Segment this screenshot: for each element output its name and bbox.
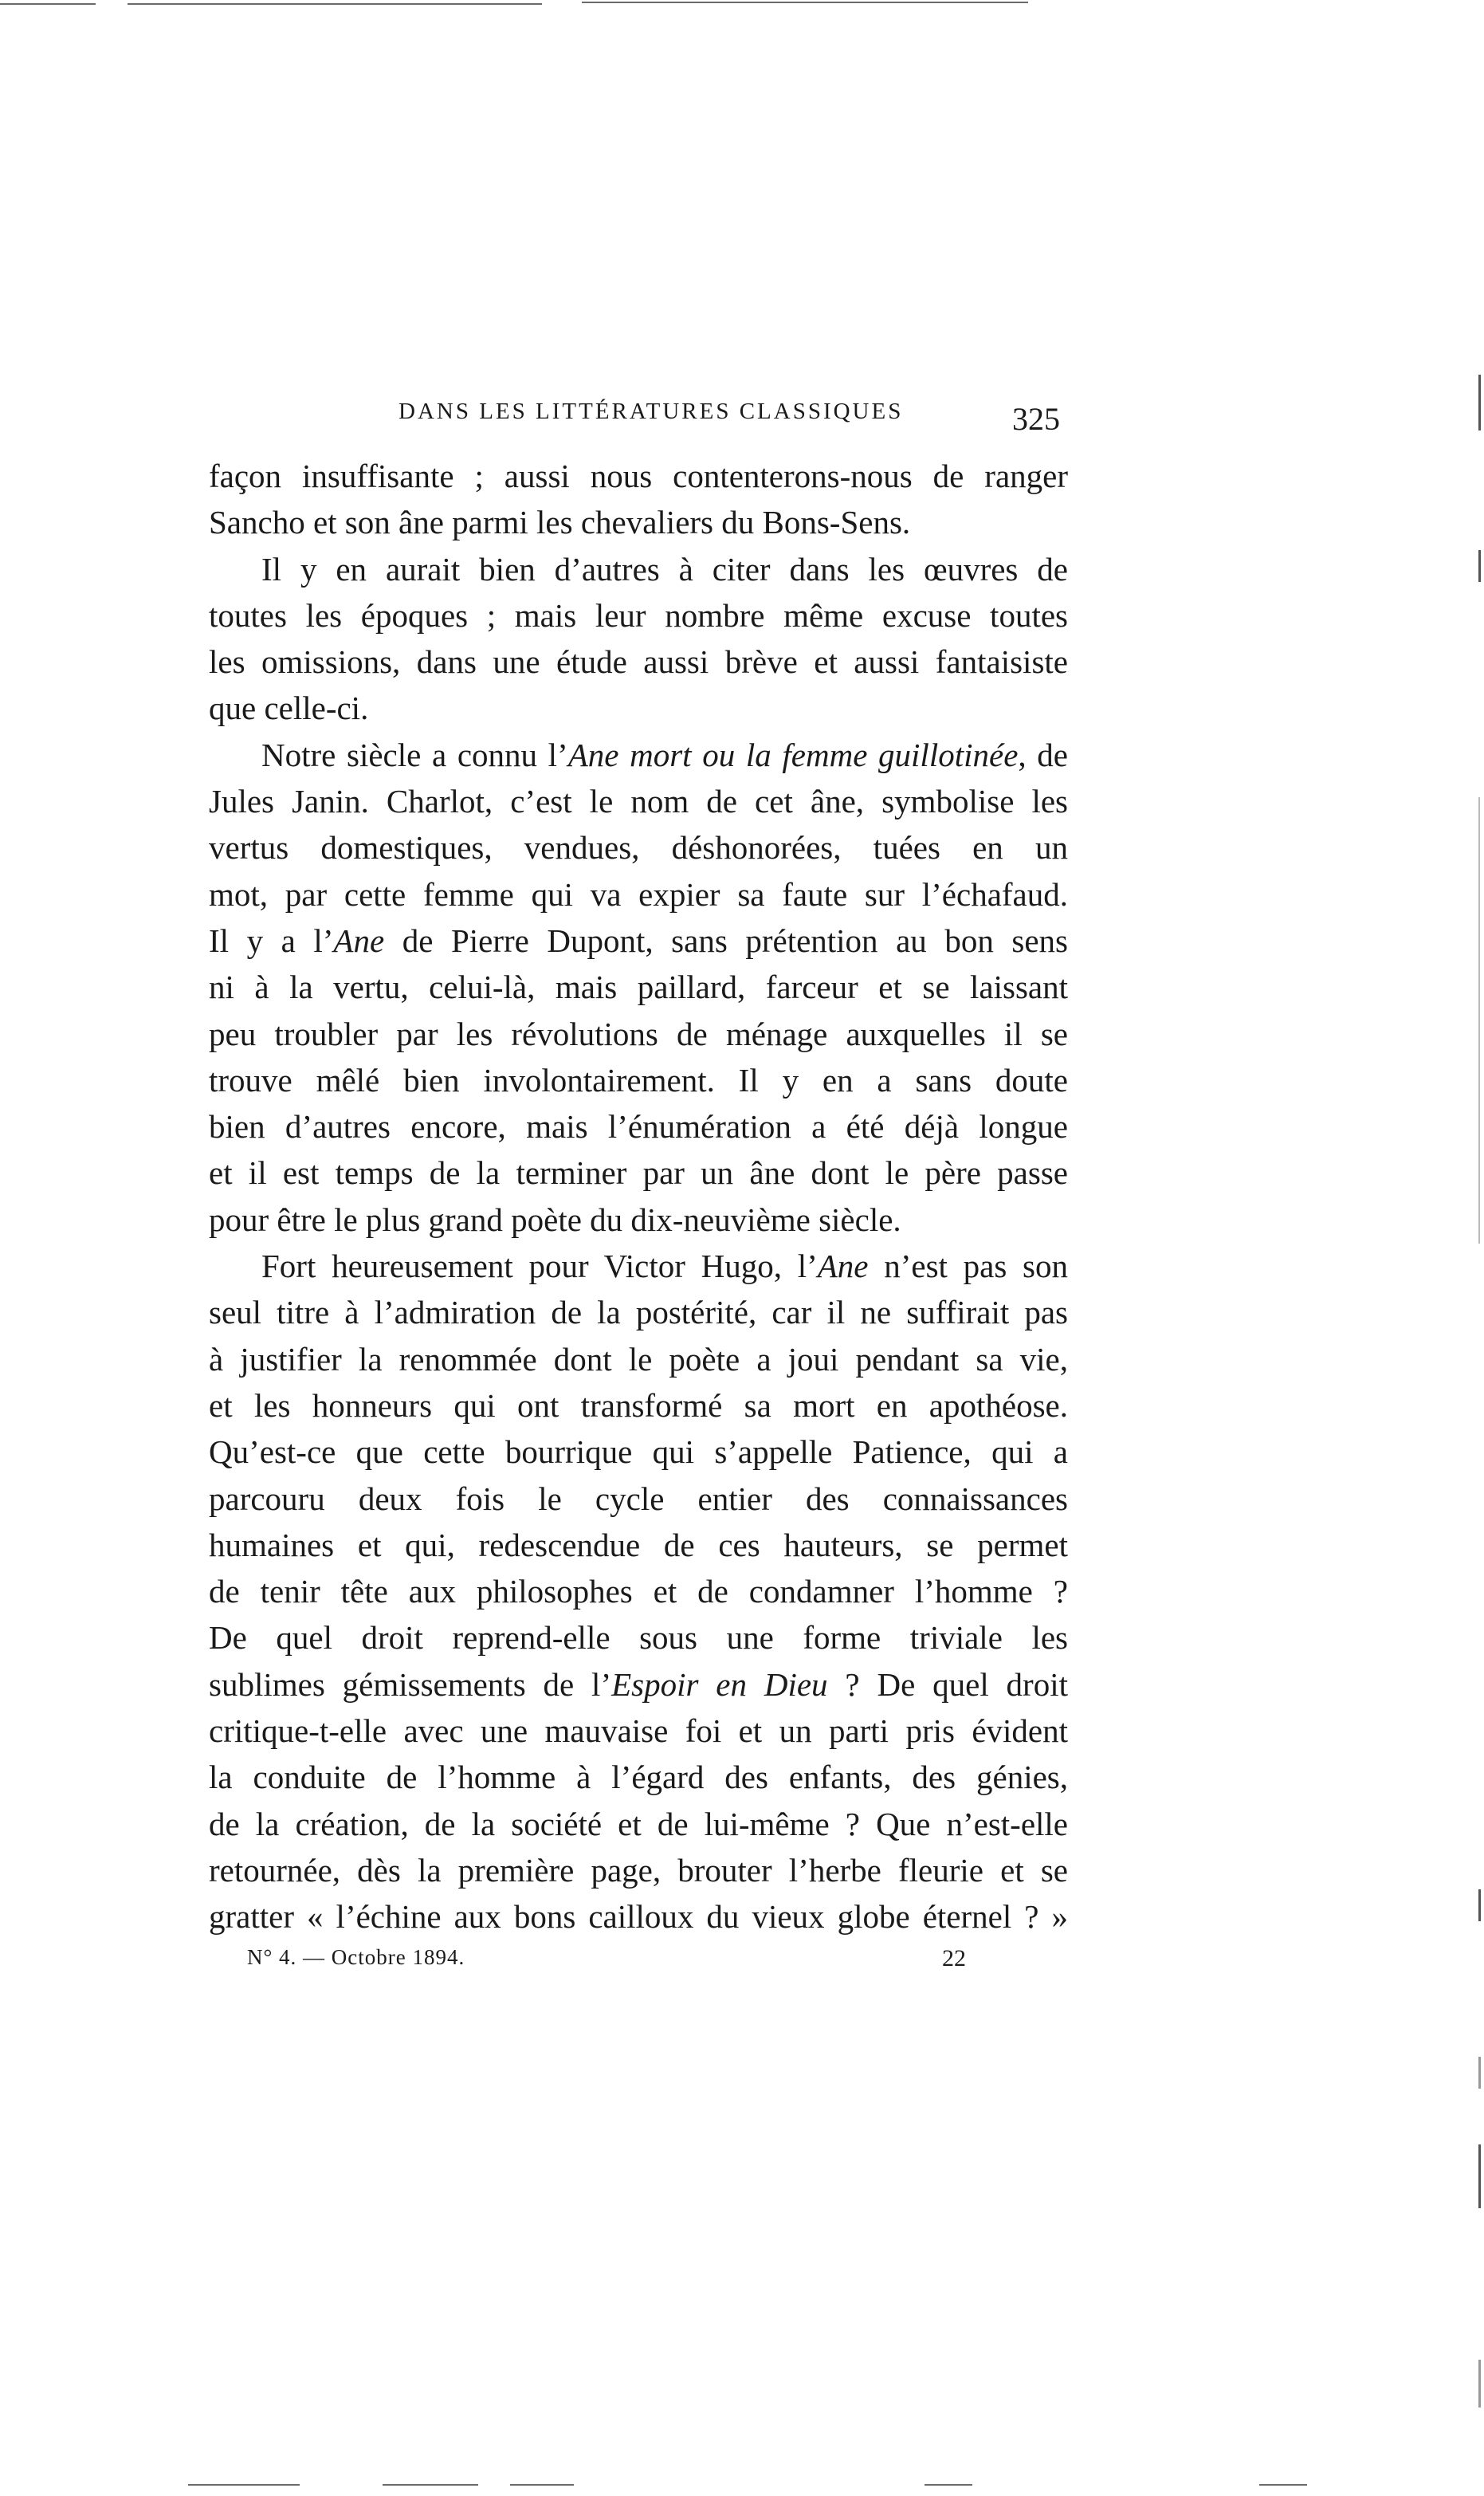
text-line: parcouru deux fois le cycle entier des connaissances [209,1480,1068,1517]
issue-footer: N° 4. — Octobre 1894. [247,1945,465,1969]
scan-margin-mark [1478,550,1481,582]
scan-edge-line [188,2484,300,2486]
text-line: bien d’autres encore, mais l’énumération a été déjà longue [209,1108,1068,1146]
text-line: Qu’est-ce que cette bourrique qui s’appelle Patience, qui a [209,1433,1068,1471]
text-line: critique-t-elle avec une mauvaise foi et un parti pris évident [209,1712,1068,1750]
scan-margin-mark [1478,375,1481,430]
text-line: Jules Janin. Charlot, c’est le nom de cet âne, symbolise les [209,783,1068,820]
scan-edge-line [925,2484,972,2486]
page-header [398,399,1060,446]
text-line: Notre siècle a connu l’Ane mort ou la femme guillotinée, de [261,736,1069,773]
running-head: DANS LES LITTÉRATURES CLASSIQUES [398,399,904,424]
text-line: et il est temps de la terminer par un âne dont le père passe [209,1154,1068,1192]
scan-margin-mark [1478,2144,1481,2208]
text-line: gratter « l’échine aux bons cailloux du vieux globe éternel ? » [209,1898,1068,1936]
text-line: retournée, dès la première page, brouter l’herbe fleurie et se [209,1851,1068,1889]
scan-edge-line [383,2484,478,2486]
text-line: sublimes gémissements de l’Espoir en Dieu ? De quel droit [209,1665,1068,1703]
text-line: vertus domestiques, vendues, déshonorées, tuées en un [209,829,1068,867]
text-line: peu troubler par les révolutions de ménage auxquelles il se [209,1015,1068,1052]
text-line: de tenir tête aux philosophes et de condamner l’homme ? [209,1573,1068,1610]
text-line: seul titre à l’admiration de la postérité, car il ne suffirait pas [209,1294,1068,1331]
text-line: Sancho et son âne parmi les chevaliers du Bons-Sens. [209,504,911,541]
text-line: à justifier la renommée dont le poète a joui pendant sa vie, [209,1340,1068,1378]
text-line: et les honneurs qui ont transformé sa mort en apothéose. [209,1386,1068,1424]
text-line: mot, par cette femme qui va expier sa faute sur l’échafaud. [209,875,1068,913]
text-line: toutes les époques ; mais leur nombre même excuse toutes [209,596,1068,634]
scan-edge-line [1259,2484,1307,2486]
scan-edge-line [510,2484,574,2486]
scan-edge-line [0,3,96,5]
text-line: De quel droit reprend-elle sous une forme triviale les [209,1619,1068,1657]
text-line: trouve mêlé bien involontairement. Il y en a sans doute [209,1061,1068,1099]
text-line: pour être le plus grand poète du dix-neuvième siècle. [209,1201,901,1238]
text-line: Fort heureusement pour Victor Hugo, l’Ane n’est pas son [261,1248,1069,1285]
scan-margin-mark [1478,797,1480,1244]
text-line: les omissions, dans une étude aussi brève et aussi fantaisiste [209,643,1068,681]
scan-edge-line [582,2,1028,3]
text-line: façon insuffisante ; aussi nous contenterons-nous de ranger [209,458,1068,494]
body-text [209,453,1068,1940]
text-line: Il y a l’Ane de Pierre Dupont, sans prétention au bon sens [209,922,1068,959]
scan-edge-line [128,3,542,5]
text-line: de la création, de la société et de lui-même ? Que n’est-elle [209,1805,1068,1842]
text-line: humaines et qui, redescendue de ces hauteurs, se permet [209,1526,1068,1563]
signature-mark: 22 [942,1945,966,1971]
scan-margin-mark [1478,1889,1481,1921]
text-line: ni à la vertu, celui-là, mais paillard, farceur et se laissant [209,969,1068,1006]
scan-margin-mark [1478,2360,1481,2408]
text-line: Il y en aurait bien d’autres à citer dans les œuvres de [261,550,1068,588]
text-line: que celle-ci. [209,690,369,727]
page-number: 325 [1012,401,1060,437]
text-line: la conduite de l’homme à l’égard des enfants, des génies, [209,1759,1068,1796]
scan-margin-mark [1478,2057,1481,2089]
